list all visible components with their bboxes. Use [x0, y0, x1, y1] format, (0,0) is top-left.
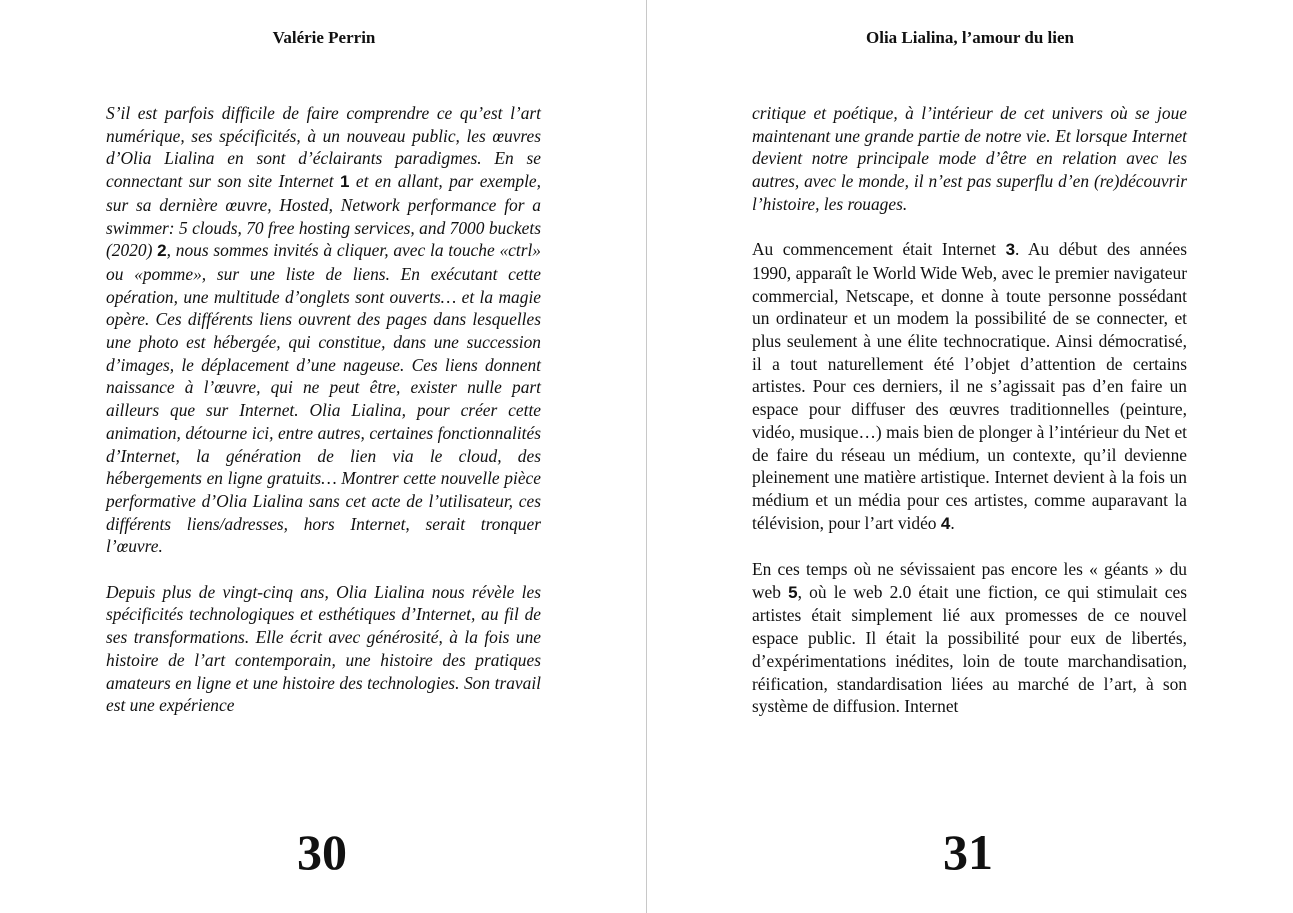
- text-run: S’il est parfois difficile de faire comprendre ce qu’est l’art numérique, ses spécificités, à un nouveau public, les œuvres d’Olia Lialina en sont d’éclairants paradigmes. En se connectant sur son site Internet: [106, 103, 541, 192]
- page-gutter-divider: [646, 0, 647, 913]
- page-number-left: 30: [297, 824, 347, 880]
- right-page-text: [752, 102, 1187, 718]
- page-number-right: 31: [943, 824, 993, 880]
- left-paragraph-2: Depuis plus de vingt-cinq ans, Olia Lialina nous révèle les spécificités technologiques et esthétiques d’Internet, au fil de ses transformations. Elle écrit avec générosité, à la fois une histoire de l’art contemporain, une histoire des pratiques amateurs en ligne et une histoire des technologies. Son travail est une expérience: [106, 581, 541, 716]
- text-run: . Au début des années 1990, apparaît le World Wide Web, avec le premier navigateur commercial, Netscape, et donne à toute personne possédant un ordinateur et un modem la possibilité de se connecter, et plus seulement à une élite technocratique. Ainsi démocratisé, il a tout naturellement été l’objet d’attention de certains artistes. Pour ces derniers, il ne s’agissait pas d’en faire un espace pour diffuser des œuvres traditionnelles (peinture, vidéo, musique…) mais bien de plonger à l’intérieur du Net et de faire du réseau un médium, un contexte, qu’il devienne pleinement une matière artistique. Internet devient à la fois un médium et un média pour ces artistes, comme auparavant la télévision, pour l’art vidéo: [752, 239, 1188, 533]
- text-run: , où le web 2.0 était une fiction, ce qui stimulait ces artistes était simplement lié aux promesses de ce nouvel espace public. Il était la possibilité pour eux de libertés, d’expérimentations inédites, loin de toute marchandisation, réification, standardisation liées au marché de l’art, à son système de diffusion. Internet: [752, 581, 1188, 717]
- footnote-ref-1: 1: [340, 172, 350, 192]
- footnote-ref-2: 2: [157, 241, 167, 261]
- text-run: En ces temps où ne sévissaient pas encore les « géants » du web: [752, 559, 1187, 602]
- running-head-left: Valérie Perrin: [272, 28, 376, 47]
- running-head-right: Olia Lialina, l’amour du lien: [866, 28, 1074, 47]
- text-run: Au commencement était Internet: [752, 239, 1006, 260]
- left-paragraph-1: [106, 102, 541, 558]
- footnote-ref-3: 3: [1005, 240, 1016, 260]
- footnote-ref-5: 5: [788, 582, 798, 602]
- right-paragraph-1: critique et poétique, à l’intérieur de cet univers où se joue maintenant une grande partie de notre vie. Et lorsque Internet devient notre principale mode d’être en relation avec les autres, avec le monde, il n’est pas superflu d’en (re)découvrir l’histoire, les rouages.: [752, 103, 1187, 214]
- text-run: , nous sommes invités à cliquer, avec la touche «ctrl» ou «pomme», sur une liste de liens. En exécutant cette opération, une multitude d’onglets sont ouverts… et la magie opère. Ces différents liens ouvrent des pages dans lesquelles une photo est hébergée, qui constitue, dans une succession d’images, le déplacement d’une nageuse. Ces liens donnent naissance à l’œuvre, qui ne peut être, exister nulle part ailleurs que sur Internet. Olia Lialina, pour créer cette animation, détourne ici, entre autres, certaines fonctionnalités d’Internet, la génération de lien via le cloud, des hébergements en ligne gratuits… Montrer cette nouvelle pièce performative d’Olia Lialina sans cet acte de l’utilisateur, ces différents liens/adresses, hors Internet, serait tronquer l’œuvre.: [106, 240, 541, 557]
- right-paragraph-2: [752, 238, 1187, 535]
- text-run: .: [950, 512, 955, 533]
- left-page-text: [106, 102, 541, 717]
- footnote-ref-4: 4: [940, 513, 951, 533]
- text-run: et en allant, par exemple, sur sa dernière œuvre, Hosted, Network performance for a swimmer: 5 clouds, 70 free hosting services, and 7000 buckets (2020): [106, 171, 541, 261]
- right-paragraph-3: [752, 558, 1187, 718]
